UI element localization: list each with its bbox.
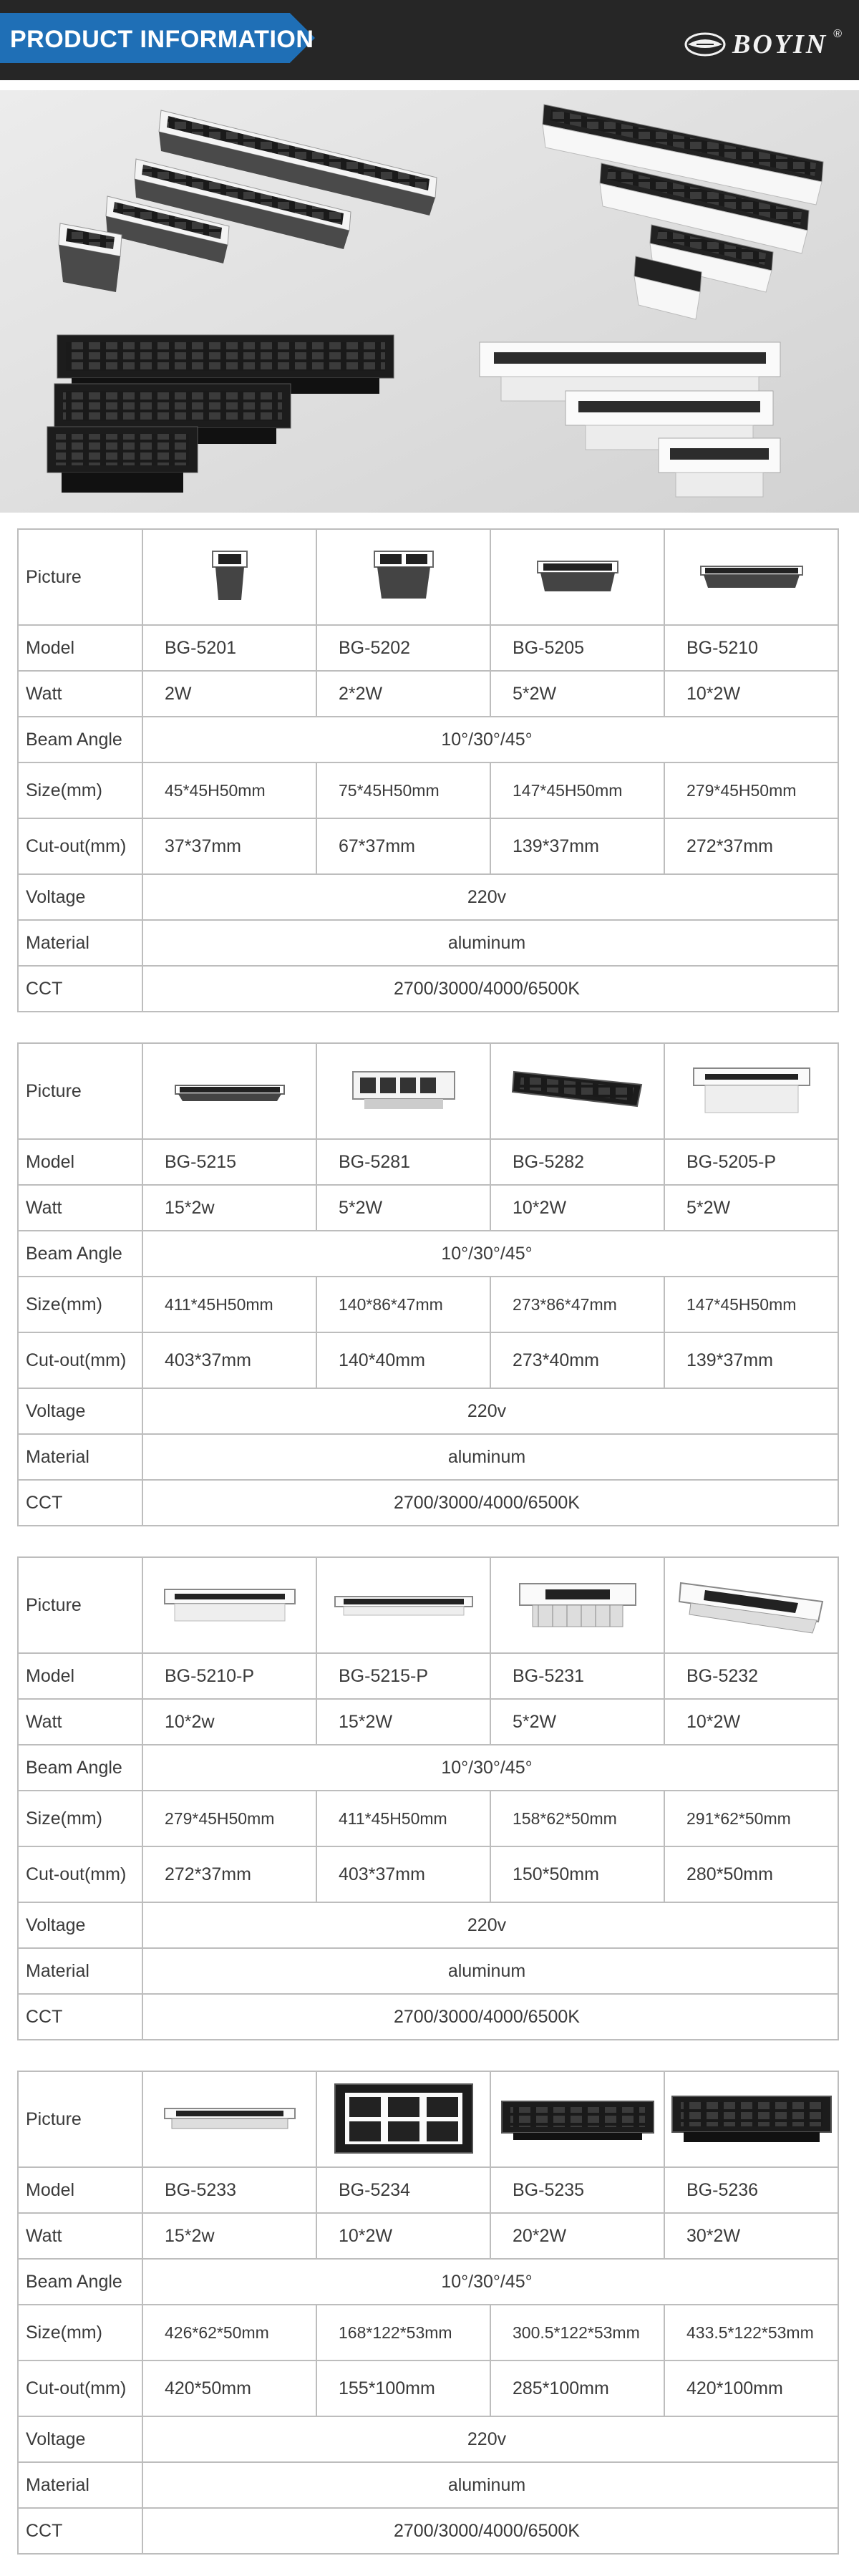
fixture-thumbnail-icon xyxy=(517,1577,639,1634)
fixture-thumbnail-icon xyxy=(510,1066,646,1116)
table-row-material xyxy=(18,920,838,966)
table-row-cutout xyxy=(18,1846,838,1902)
row-label-model: Model xyxy=(18,625,142,671)
voltage-cell: 220v xyxy=(142,1388,838,1434)
size-cell: 433.5*122*53mm xyxy=(664,2305,838,2360)
beam-angle-cell: 10°/30°/45° xyxy=(142,717,838,762)
model-cell: BG-5234 xyxy=(316,2167,490,2213)
row-label-beam-angle: Beam Angle xyxy=(18,1745,142,1791)
model-cell: BG-5210-P xyxy=(142,1653,316,1699)
registered-mark: ® xyxy=(833,28,842,40)
model-cell: BG-5205 xyxy=(490,625,664,671)
row-label-cutout: Cut-out(mm) xyxy=(18,1332,142,1388)
product-image-bg-5235 xyxy=(490,2071,664,2167)
product-image-bg-5215-p xyxy=(316,1557,490,1653)
size-cell: 300.5*122*53mm xyxy=(490,2305,664,2360)
cct-cell: 2700/3000/4000/6500K xyxy=(142,1480,838,1526)
table-row-size xyxy=(18,762,838,818)
model-cell: BG-5210 xyxy=(664,625,838,671)
product-image-bg-5215 xyxy=(142,1043,316,1139)
row-label-cutout: Cut-out(mm) xyxy=(18,2360,142,2416)
cutout-cell: 273*40mm xyxy=(490,1332,664,1388)
fixture-thumbnail-icon xyxy=(698,559,805,595)
size-cell: 411*45H50mm xyxy=(142,1277,316,1332)
size-cell: 279*45H50mm xyxy=(664,762,838,818)
row-label-model: Model xyxy=(18,2167,142,2213)
watt-cell: 5*2W xyxy=(664,1185,838,1231)
row-label-watt: Watt xyxy=(18,1185,142,1231)
watt-cell: 5*2W xyxy=(490,1699,664,1745)
product-image-bg-5231 xyxy=(490,1557,664,1653)
cutout-cell: 272*37mm xyxy=(142,1846,316,1902)
table-row-model xyxy=(18,625,838,671)
material-cell: aluminum xyxy=(142,920,838,966)
size-cell: 291*62*50mm xyxy=(664,1791,838,1846)
fixture-thumbnail-icon xyxy=(332,2080,475,2159)
fixture-thumbnail-icon xyxy=(162,2101,298,2137)
product-image-bg-5282 xyxy=(490,1043,664,1139)
table-row-watt xyxy=(18,2213,838,2259)
cct-cell: 2700/3000/4000/6500K xyxy=(142,2508,838,2554)
table-row-cct xyxy=(18,1480,838,1526)
beam-angle-cell: 10°/30°/45° xyxy=(142,1231,838,1277)
material-cell: aluminum xyxy=(142,1434,838,1480)
size-cell: 147*45H50mm xyxy=(664,1277,838,1332)
brand-name: BOYIN xyxy=(732,29,828,59)
row-label-voltage: Voltage xyxy=(18,874,142,920)
row-label-picture: Picture xyxy=(18,2071,142,2167)
row-label-cct: CCT xyxy=(18,966,142,1012)
cutout-cell: 403*37mm xyxy=(316,1846,490,1902)
model-cell: BG-5282 xyxy=(490,1139,664,1185)
row-label-cutout: Cut-out(mm) xyxy=(18,818,142,874)
table-row-model xyxy=(18,1653,838,1699)
size-cell: 273*86*47mm xyxy=(490,1277,664,1332)
product-image-bg-5205 xyxy=(490,529,664,625)
table-row-cutout xyxy=(18,1332,838,1388)
cutout-cell: 150*50mm xyxy=(490,1846,664,1902)
table-row-material xyxy=(18,2462,838,2508)
table-row-cutout xyxy=(18,2360,838,2416)
row-label-cct: CCT xyxy=(18,2508,142,2554)
product-image-bg-5232 xyxy=(664,1557,838,1653)
fixture-thumbnail-icon xyxy=(162,1584,298,1627)
product-image-bg-5201 xyxy=(142,529,316,625)
row-label-beam-angle: Beam Angle xyxy=(18,1231,142,1277)
size-cell: 45*45H50mm xyxy=(142,762,316,818)
size-cell: 158*62*50mm xyxy=(490,1791,664,1846)
model-cell: BG-5202 xyxy=(316,625,490,671)
voltage-cell: 220v xyxy=(142,874,838,920)
product-image-bg-5236 xyxy=(664,2071,838,2167)
fixture-thumbnail-icon xyxy=(332,1591,475,1619)
watt-cell: 2*2W xyxy=(316,671,490,717)
watt-cell: 5*2W xyxy=(316,1185,490,1231)
cutout-cell: 37*37mm xyxy=(142,818,316,874)
size-cell: 411*45H50mm xyxy=(316,1791,490,1846)
model-cell: BG-5205-P xyxy=(664,1139,838,1185)
table-row-material xyxy=(18,1948,838,1994)
fixture-thumbnail-icon xyxy=(173,1077,287,1105)
fixture-thumbnail-icon xyxy=(676,1573,827,1637)
table-row-cutout xyxy=(18,818,838,874)
spec-table-4 xyxy=(17,2071,839,2555)
cutout-cell: 280*50mm xyxy=(664,1846,838,1902)
size-cell: 168*122*53mm xyxy=(316,2305,490,2360)
watt-cell: 2W xyxy=(142,671,316,717)
model-cell: BG-5233 xyxy=(142,2167,316,2213)
model-cell: BG-5235 xyxy=(490,2167,664,2213)
cct-cell: 2700/3000/4000/6500K xyxy=(142,966,838,1012)
row-label-size: Size(mm) xyxy=(18,762,142,818)
watt-cell: 10*2W xyxy=(664,1699,838,1745)
row-label-picture: Picture xyxy=(18,1557,142,1653)
beam-angle-cell: 10°/30°/45° xyxy=(142,2259,838,2305)
cct-cell: 2700/3000/4000/6500K xyxy=(142,1994,838,2040)
row-label-cutout: Cut-out(mm) xyxy=(18,1846,142,1902)
watt-cell: 30*2W xyxy=(664,2213,838,2259)
table-row-cct xyxy=(18,2508,838,2554)
model-cell: BG-5215-P xyxy=(316,1653,490,1699)
table-row-picture xyxy=(18,2071,838,2167)
table-row-size xyxy=(18,1277,838,1332)
size-cell: 426*62*50mm xyxy=(142,2305,316,2360)
fixture-thumbnail-icon xyxy=(691,1062,812,1120)
watt-cell: 5*2W xyxy=(490,671,664,717)
table-row-size xyxy=(18,1791,838,1846)
watt-cell: 10*2W xyxy=(664,671,838,717)
model-cell: BG-5281 xyxy=(316,1139,490,1185)
product-image-bg-5210-p xyxy=(142,1557,316,1653)
watt-cell: 15*2w xyxy=(142,1185,316,1231)
table-row-model xyxy=(18,1139,838,1185)
product-image-bg-5233 xyxy=(142,2071,316,2167)
row-label-material: Material xyxy=(18,2462,142,2508)
cutout-cell: 420*50mm xyxy=(142,2360,316,2416)
spec-table-2 xyxy=(17,1042,839,1526)
row-label-watt: Watt xyxy=(18,671,142,717)
brand-logo xyxy=(684,29,842,60)
voltage-cell: 220v xyxy=(142,1902,838,1948)
fixture-thumbnail-icon xyxy=(372,548,436,606)
row-label-beam-angle: Beam Angle xyxy=(18,2259,142,2305)
row-label-beam-angle: Beam Angle xyxy=(18,717,142,762)
fixture-thumbnail-icon xyxy=(669,2091,834,2148)
watt-cell: 20*2W xyxy=(490,2213,664,2259)
row-label-material: Material xyxy=(18,1948,142,1994)
product-image-bg-5234 xyxy=(316,2071,490,2167)
product-image-bg-5205-p xyxy=(664,1043,838,1139)
table-row-picture xyxy=(18,1557,838,1653)
row-label-material: Material xyxy=(18,1434,142,1480)
model-cell: BG-5201 xyxy=(142,625,316,671)
table-row-material xyxy=(18,1434,838,1480)
row-label-material: Material xyxy=(18,920,142,966)
row-label-watt: Watt xyxy=(18,1699,142,1745)
watt-cell: 15*2w xyxy=(142,2213,316,2259)
model-cell: BG-5232 xyxy=(664,1653,838,1699)
size-cell: 140*86*47mm xyxy=(316,1277,490,1332)
table-row-beam-angle xyxy=(18,1745,838,1791)
row-label-model: Model xyxy=(18,1139,142,1185)
product-image-bg-5210 xyxy=(664,529,838,625)
watt-cell: 15*2W xyxy=(316,1699,490,1745)
size-cell: 147*45H50mm xyxy=(490,762,664,818)
cutout-cell: 285*100mm xyxy=(490,2360,664,2416)
product-image-bg-5202 xyxy=(316,529,490,625)
page-title: PRODUCT INFORMATION xyxy=(10,26,314,53)
fixture-thumbnail-icon xyxy=(535,556,621,599)
model-cell: BG-5215 xyxy=(142,1139,316,1185)
product-lineup-illustration xyxy=(0,90,859,513)
row-label-model: Model xyxy=(18,1653,142,1699)
product-image-bg-5281 xyxy=(316,1043,490,1139)
hero-product-photo xyxy=(0,90,859,513)
row-label-voltage: Voltage xyxy=(18,1388,142,1434)
cutout-cell: 139*37mm xyxy=(664,1332,838,1388)
table-row-watt xyxy=(18,1185,838,1231)
beam-angle-cell: 10°/30°/45° xyxy=(142,1745,838,1791)
cutout-cell: 272*37mm xyxy=(664,818,838,874)
row-label-watt: Watt xyxy=(18,2213,142,2259)
table-row-voltage xyxy=(18,1902,838,1948)
brand-emblem-icon xyxy=(684,30,727,59)
row-label-cct: CCT xyxy=(18,1480,142,1526)
material-cell: aluminum xyxy=(142,2462,838,2508)
table-row-picture xyxy=(18,529,838,625)
cutout-cell: 140*40mm xyxy=(316,1332,490,1388)
watt-cell: 10*2W xyxy=(490,1185,664,1231)
table-row-voltage xyxy=(18,874,838,920)
table-row-beam-angle xyxy=(18,1231,838,1277)
cutout-cell: 155*100mm xyxy=(316,2360,490,2416)
voltage-cell: 220v xyxy=(142,2416,838,2462)
watt-cell: 10*2W xyxy=(316,2213,490,2259)
table-row-voltage xyxy=(18,1388,838,1434)
row-label-voltage: Voltage xyxy=(18,2416,142,2462)
model-cell: BG-5236 xyxy=(664,2167,838,2213)
size-cell: 75*45H50mm xyxy=(316,762,490,818)
header-banner xyxy=(0,0,859,80)
row-label-picture: Picture xyxy=(18,1043,142,1139)
model-cell: BG-5231 xyxy=(490,1653,664,1699)
size-cell: 279*45H50mm xyxy=(142,1791,316,1846)
spec-table-3 xyxy=(17,1556,839,2040)
material-cell: aluminum xyxy=(142,1948,838,1994)
table-row-watt xyxy=(18,1699,838,1745)
table-row-voltage xyxy=(18,2416,838,2462)
table-row-watt xyxy=(18,671,838,717)
table-row-model xyxy=(18,2167,838,2213)
row-label-cct: CCT xyxy=(18,1994,142,2040)
table-row-cct xyxy=(18,1994,838,2040)
row-label-voltage: Voltage xyxy=(18,1902,142,1948)
fixture-thumbnail-icon xyxy=(499,2094,656,2144)
fixture-thumbnail-icon xyxy=(208,548,251,606)
cutout-cell: 420*100mm xyxy=(664,2360,838,2416)
table-row-size xyxy=(18,2305,838,2360)
row-label-size: Size(mm) xyxy=(18,1791,142,1846)
cutout-cell: 403*37mm xyxy=(142,1332,316,1388)
watt-cell: 10*2w xyxy=(142,1699,316,1745)
row-label-size: Size(mm) xyxy=(18,2305,142,2360)
table-row-picture xyxy=(18,1043,838,1139)
cutout-cell: 139*37mm xyxy=(490,818,664,874)
table-row-beam-angle xyxy=(18,717,838,762)
table-row-cct xyxy=(18,966,838,1012)
cutout-cell: 67*37mm xyxy=(316,818,490,874)
fixture-thumbnail-icon xyxy=(350,1066,457,1116)
spec-table-1 xyxy=(17,528,839,1012)
row-label-picture: Picture xyxy=(18,529,142,625)
table-row-beam-angle xyxy=(18,2259,838,2305)
row-label-size: Size(mm) xyxy=(18,1277,142,1332)
